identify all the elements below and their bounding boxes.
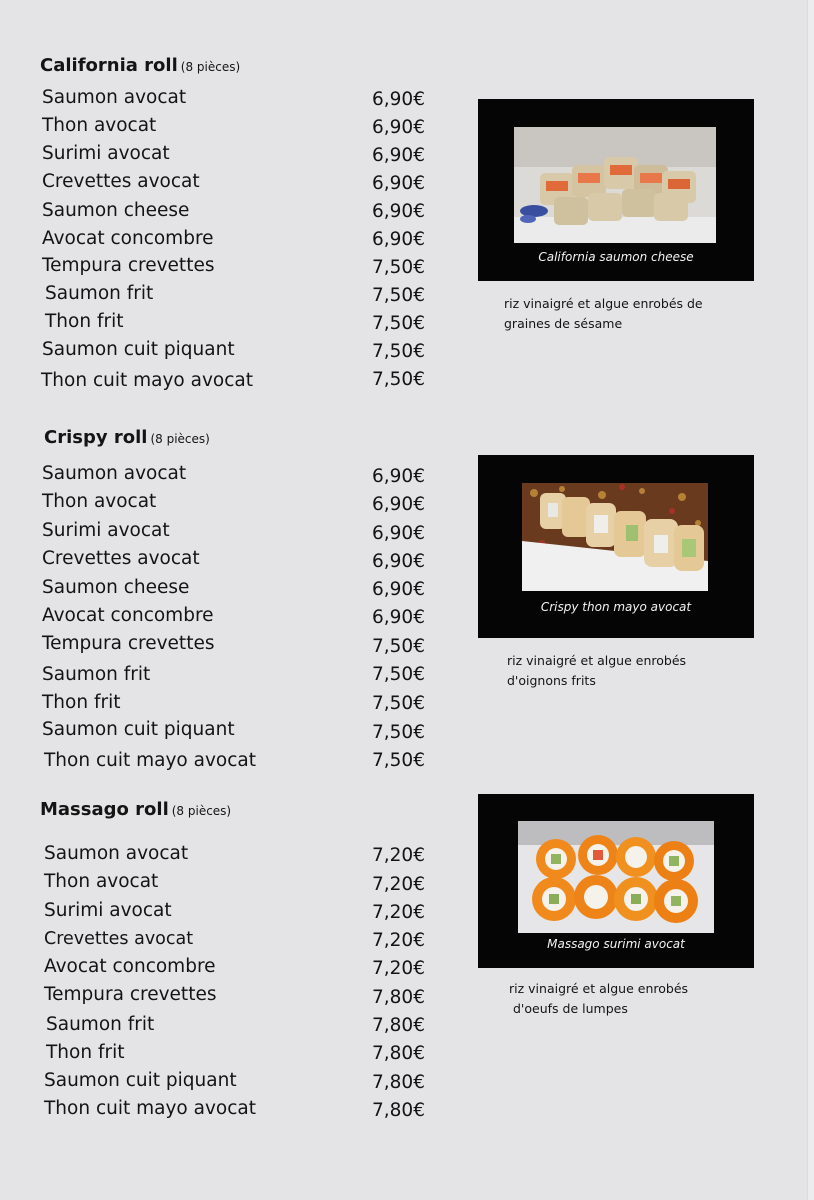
- description-line: d'oeufs de lumpes: [513, 1001, 628, 1016]
- section-title: [40, 55, 240, 76]
- menu-item-price: 6,90€: [372, 523, 425, 544]
- pieces-count: (8 pièces): [180, 60, 241, 74]
- description: [504, 294, 703, 334]
- menu-item-name: Thon cuit mayo avocat: [41, 370, 253, 391]
- menu-item-price: 7,20€: [372, 902, 425, 923]
- menu-item-name: Avocat concombre: [42, 605, 214, 626]
- description-line: d'oignons frits: [507, 673, 596, 688]
- description-line: riz vinaigré et algue enrobés de: [504, 296, 703, 311]
- menu-item-price: 7,50€: [372, 722, 425, 743]
- menu-item-name: Thon avocat: [42, 491, 157, 512]
- pieces-count: (8 pièces): [150, 432, 210, 446]
- section-title: [40, 799, 231, 820]
- menu-item-price: 7,20€: [372, 845, 425, 866]
- photo-caption: California saumon cheese: [538, 250, 694, 264]
- menu-item-price: 7,50€: [372, 341, 425, 362]
- menu-item-price: 7,80€: [372, 1015, 425, 1036]
- menu-item-price: 7,50€: [372, 693, 425, 714]
- menu-item-name: Avocat concombre: [44, 956, 216, 977]
- menu-item-name: Tempura crevettes: [42, 255, 215, 276]
- menu-item-name: Thon cuit mayo avocat: [44, 750, 256, 771]
- description-line: riz vinaigré et algue enrobés: [507, 653, 687, 668]
- menu-item-name: Avocat concombre: [42, 228, 214, 249]
- menu-item-price: 6,90€: [372, 579, 425, 600]
- photo-caption: Crispy thon mayo avocat: [540, 600, 692, 614]
- menu-item-name: Saumon cuit piquant: [44, 1070, 237, 1091]
- description: [507, 651, 686, 691]
- description-line: graines de sésame: [504, 316, 623, 331]
- sushi-image: [518, 821, 714, 933]
- menu-item-name: Surimi avocat: [42, 143, 170, 164]
- section-title-text: Massago roll: [40, 799, 169, 820]
- menu-item-price: 7,80€: [372, 1072, 425, 1093]
- crispy-roll-photo: [522, 483, 708, 591]
- menu-item-price: 7,50€: [372, 750, 425, 771]
- menu-item-name: Saumon cheese: [42, 577, 190, 598]
- menu-item-price: 6,90€: [372, 89, 425, 110]
- menu-item-name: Saumon avocat: [42, 87, 187, 108]
- menu-item-name: Saumon frit: [42, 664, 151, 685]
- menu-item-price: 6,90€: [372, 117, 425, 138]
- menu-item-name: Thon frit: [42, 692, 121, 713]
- menu-item-name: Surimi avocat: [42, 520, 170, 541]
- menu-item-name: Thon avocat: [42, 115, 157, 136]
- menu-item-price: 7,80€: [372, 1043, 425, 1064]
- menu-item-price: 6,90€: [372, 551, 425, 572]
- sushi-image: [514, 127, 716, 243]
- menu-item-price: 6,90€: [372, 173, 425, 194]
- menu-item-name: Tempura crevettes: [42, 633, 215, 654]
- menu-item-price: 6,90€: [372, 145, 425, 166]
- menu-item-price: 7,50€: [372, 285, 425, 306]
- photo-frame: [478, 455, 754, 638]
- menu-item-price: 6,90€: [372, 494, 425, 515]
- description: [509, 979, 688, 1019]
- menu-item-price: 6,90€: [372, 607, 425, 628]
- california-roll-photo: [514, 127, 716, 243]
- section-title-text: California roll: [40, 55, 178, 76]
- menu-item-name: Saumon cheese: [42, 200, 190, 221]
- photo-frame: [478, 99, 754, 281]
- menu-item-name: Saumon frit: [46, 1014, 155, 1035]
- menu-item-name: Thon cuit mayo avocat: [44, 1098, 256, 1119]
- description-line: riz vinaigré et algue enrobés: [509, 981, 689, 996]
- menu-item-price: 7,50€: [372, 636, 425, 657]
- menu-item-name: Surimi avocat: [44, 900, 172, 921]
- photo-caption: Massago surimi avocat: [547, 937, 685, 951]
- menu-item-price: 6,90€: [372, 201, 425, 222]
- menu-item-price: 7,80€: [372, 1100, 425, 1121]
- menu-item-price: 7,20€: [372, 930, 425, 951]
- menu-item-name: Saumon avocat: [44, 843, 189, 864]
- pieces-count: (8 pièces): [171, 804, 232, 818]
- menu-item-price: 7,80€: [372, 987, 425, 1008]
- menu-item-price: 6,90€: [372, 229, 425, 250]
- menu-item-name: Saumon frit: [45, 283, 154, 304]
- sushi-image: [522, 483, 708, 591]
- menu-item-price: 7,20€: [372, 874, 425, 895]
- menu-item-name: Saumon avocat: [42, 463, 187, 484]
- menu-item-name: Tempura crevettes: [44, 984, 217, 1005]
- section-title: [44, 427, 210, 448]
- menu-item-price: 7,20€: [372, 958, 425, 979]
- menu-item-price: 6,90€: [372, 466, 425, 487]
- menu-item-name: Saumon cuit piquant: [42, 719, 235, 740]
- page-edge: [807, 0, 814, 1200]
- menu-item-price: 7,50€: [372, 664, 425, 685]
- massago-roll-photo: [518, 821, 714, 933]
- menu-item-name: Crevettes avocat: [42, 548, 200, 569]
- menu-item-name: Saumon cuit piquant: [42, 339, 235, 360]
- menu-item-name: Thon frit: [45, 311, 124, 332]
- menu-item-price: 7,50€: [372, 313, 425, 334]
- menu-item-name: Thon frit: [46, 1042, 125, 1063]
- menu-item-name: Crevettes avocat: [42, 171, 200, 192]
- menu-item-name: Crevettes avocat: [44, 929, 194, 949]
- menu-item-price: 7,50€: [372, 257, 425, 278]
- photo-frame: [478, 794, 754, 968]
- menu-item-name: Thon avocat: [44, 871, 159, 892]
- section-title-text: Crispy roll: [44, 427, 148, 448]
- menu-item-price: 7,50€: [372, 369, 425, 390]
